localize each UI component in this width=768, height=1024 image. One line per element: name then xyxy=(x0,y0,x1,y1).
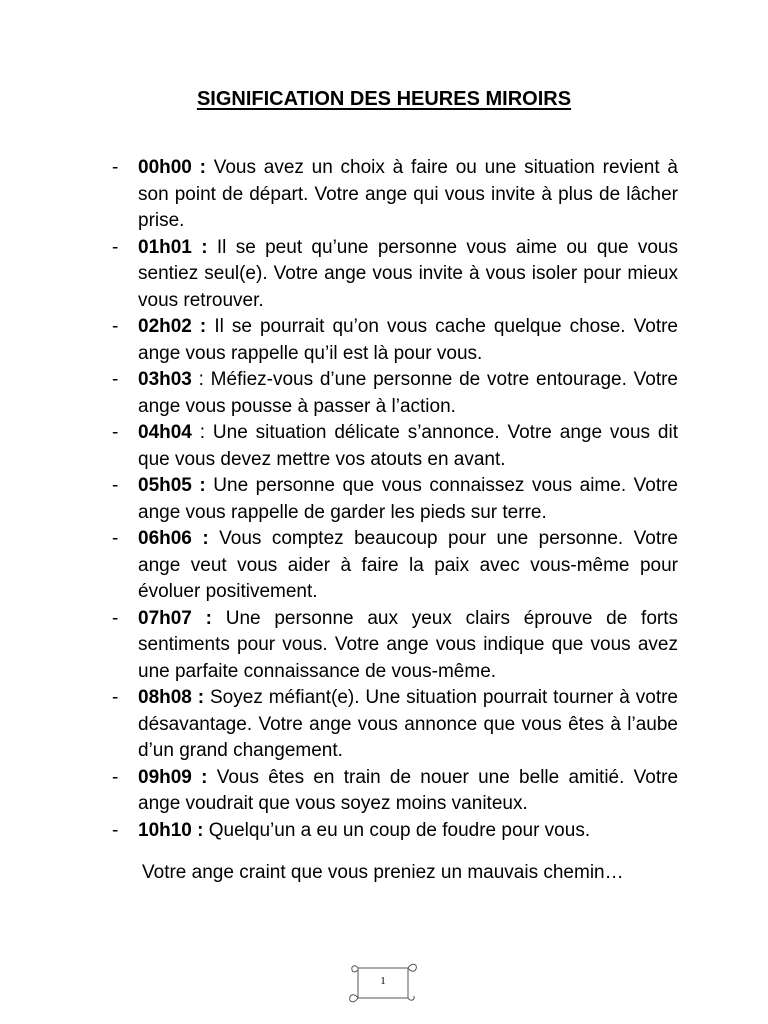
page-title xyxy=(0,86,768,112)
closing-line: Votre ange craint que vous preniez un mauvais chemin… xyxy=(142,862,624,883)
hour-description: Une personne aux yeux clairs éprouve de forts sentiments pour vous. Votre ange vous indique que vous avez une parfaite connaissance de vous-même. xyxy=(138,607,678,682)
hour-time: 02h02 : xyxy=(138,316,207,337)
hour-time: 08h08 : xyxy=(138,687,205,708)
hour-time: 03h03 xyxy=(138,369,192,390)
bullet-dash: - xyxy=(112,369,119,390)
bullet-dash: - xyxy=(112,157,119,178)
hour-item xyxy=(112,685,678,765)
bullet-dash: - xyxy=(112,236,119,258)
hour-time: 05h05 : xyxy=(138,475,206,496)
bullet-dash: - xyxy=(112,819,119,841)
bullet-dash: - xyxy=(112,475,119,496)
hour-description: Il se pourrait qu’on vous cache quelque chose. Votre ange vous rappelle qu’il est là pour vous. xyxy=(138,316,679,364)
hour-time: 10h10 : xyxy=(138,819,204,841)
page-title-text: SIGNIFICATION DES HEURES MIROIRS xyxy=(196,88,572,110)
hour-description: Quelqu’un a eu un coup de foudre pour vous. xyxy=(203,819,591,841)
bullet-dash: - xyxy=(112,528,119,549)
hour-description: : Une situation délicate s’annonce. Votre ange vous dit que vous devez mettre vos atouts en avant. xyxy=(138,422,678,470)
hour-description: Vous avez un choix à faire ou une situation revient à son point de départ. Votre ange qui vous invite à plus de lâcher prise. xyxy=(138,157,678,231)
bullet-dash: - xyxy=(112,422,119,443)
hour-description: : Méfiez-vous d’une personne de votre entourage. Votre ange vous pousse à passer à l’action. xyxy=(138,369,678,417)
bullet-dash: - xyxy=(112,687,119,708)
bullet-dash: - xyxy=(112,316,119,337)
hour-description: Soyez méfiant(e). Une situation pourrait tourner à votre désavantage. Votre ange vous annonce que vous êtes à l’aube d’un grand changement. xyxy=(138,687,678,761)
hour-time: 06h06 : xyxy=(138,528,209,549)
hour-item xyxy=(112,526,678,606)
hour-item xyxy=(112,367,678,420)
hour-item xyxy=(112,420,678,473)
hour-item xyxy=(112,155,678,235)
bullet-dash: - xyxy=(112,607,119,629)
hour-description: Une personne que vous connaissez vous aime. Votre ange vous rappelle de garder les pieds sur terre. xyxy=(138,475,678,523)
hour-time: 07h07 : xyxy=(138,607,212,629)
hour-time: 01h01 : xyxy=(138,236,208,258)
hour-item xyxy=(112,818,678,845)
hours-list xyxy=(112,155,678,844)
hour-time: 09h09 : xyxy=(138,766,208,788)
hour-description: Vous êtes en train de nouer une belle amitié. Votre ange voudrait que vous soyez moins vaniteux. xyxy=(138,766,679,814)
page-number: 1 xyxy=(380,975,386,987)
page-number-badge xyxy=(346,958,420,1008)
hour-item xyxy=(112,235,678,315)
hour-description: Vous comptez beaucoup pour une personne. Votre ange veut vous aider à faire la paix avec vous-même pour évoluer positivement. xyxy=(138,528,679,602)
hour-item xyxy=(112,473,678,526)
bullet-dash: - xyxy=(112,766,119,788)
hour-description: Il se peut qu’une personne vous aime ou que vous sentiez seul(e). Votre ange vous invite à vous isoler pour mieux vous retrouver. xyxy=(138,236,679,311)
hour-time: 04h04 xyxy=(138,422,192,443)
hour-item xyxy=(112,314,678,367)
hour-time: 00h00 : xyxy=(138,157,206,178)
hour-item xyxy=(112,606,678,686)
hour-item xyxy=(112,765,678,818)
